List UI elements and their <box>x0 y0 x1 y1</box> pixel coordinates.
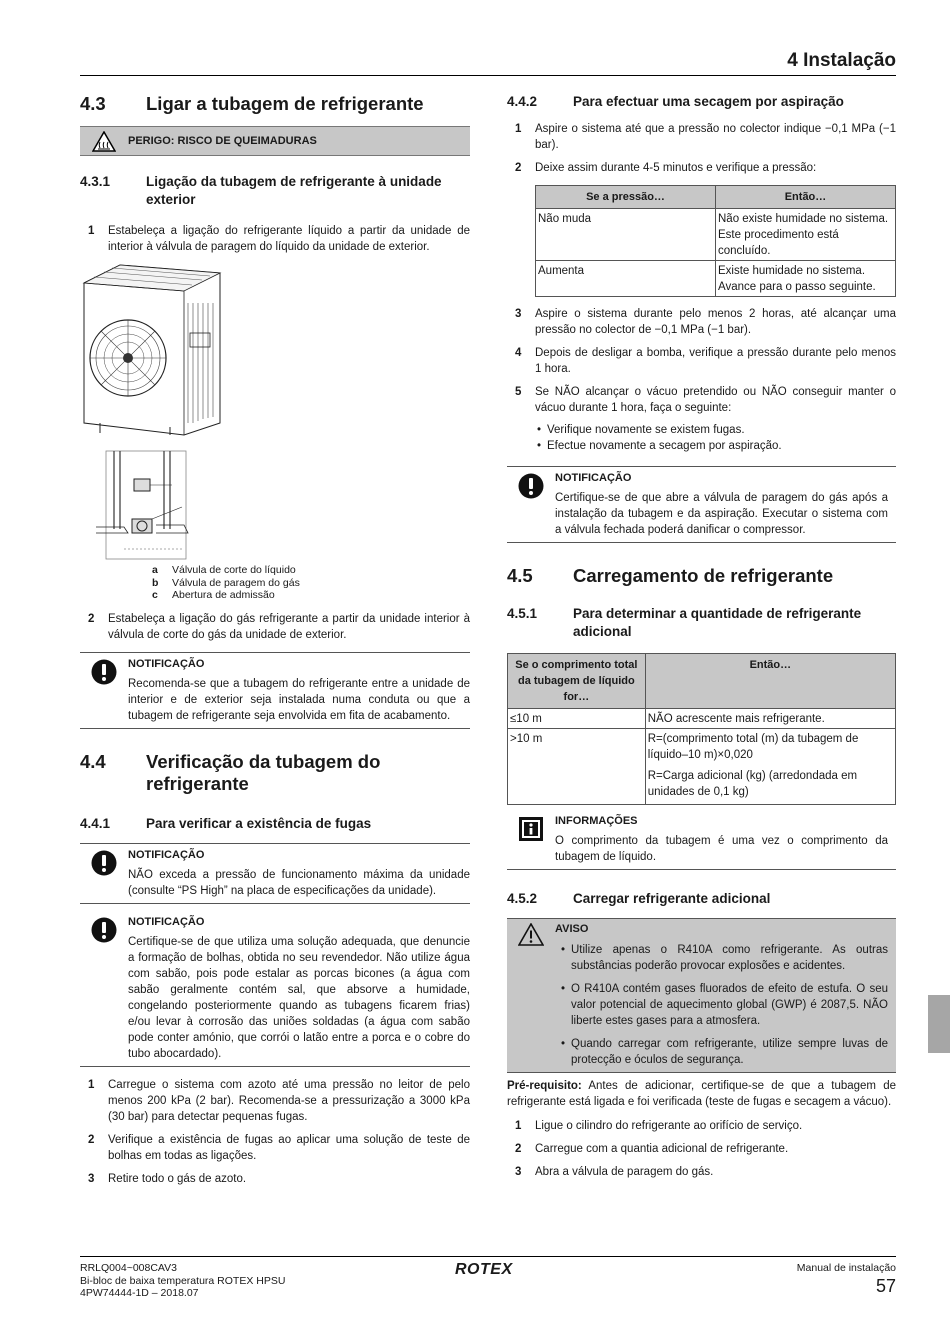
legend-item: a Válvula de corte do líquido <box>152 564 296 576</box>
list-item: • O R410A contém gases fluorados de efeito de estufa. O seu valor potencial de aquecimento global (GWP) é 2087,5. NÃO liberte estes gases para a atmosfera. <box>560 983 888 1027</box>
footer-rule <box>80 1256 896 1257</box>
danger-banner <box>80 126 470 156</box>
table-cell: Não existe humidade no sistema. Este procedimento está concluído. <box>716 209 896 261</box>
section-heading-4-4-2: 4.4.2 Para efectuar uma secagem por aspiração <box>507 94 844 109</box>
rotex-logo: ROTEX <box>455 1261 513 1278</box>
table-row <box>536 261 896 297</box>
danger-label: PERIGO: RISCO DE QUEIMADURAS <box>128 135 317 147</box>
pressure-table <box>535 185 896 297</box>
list-item: • Utilize apenas o R410A como refrigerante. As outras substâncias poderão provocar explosões e acidentes. <box>560 944 888 972</box>
section-heading-4-5-2: 4.5.2 Carregar refrigerante adicional <box>507 891 771 906</box>
table-cell: Aumenta <box>536 261 716 297</box>
page-number: 57 <box>875 1276 896 1296</box>
section-heading-4-3: 4.3 Ligar a tubagem de refrigerante <box>80 93 424 114</box>
chapter-tab-marker <box>928 995 950 1053</box>
notice-box: NOTIFICAÇÃO NÃO exceda a pressão de funcionamento máxima da unidade (consulte “PS High” na placa de especificações da unidade). <box>80 843 470 904</box>
bullet-list <box>531 422 896 454</box>
table-header: Se a pressão… <box>536 186 716 209</box>
warning-triangle-icon <box>507 919 555 1068</box>
table-header: Então… <box>645 654 895 709</box>
step-item: 2 Verifique a existência de fugas ao aplicar uma solução de teste de bolhas em todas as ligações. <box>88 1133 470 1162</box>
table-cell: >10 m <box>508 729 646 805</box>
table-row <box>536 209 896 261</box>
notice-box: NOTIFICAÇÃO Certifique-se de que utiliza uma solução adequada, que denuncie a formação de bolhas, obtida no seu revendedor. Não utilize água com sabão, pois pode estalar as porcas bicones (a água com sabão geralmente contém sal, que absorve a humidade, congelando posteriormente quando as tubagens ficarem frias) e/ou levar à corrosão das uniões soldadas (a água com sabão pode conter amónio, que corrói o latão entre a porca e o cobre do tubo abocardado). <box>80 913 470 1067</box>
step-item: 2 Deixe assim durante 4-5 minutos e verifique a pressão: <box>515 162 817 174</box>
section-heading-4-4: 4.4 Verificação da tubagem do refrigerante <box>80 750 381 794</box>
header-rule <box>80 75 896 76</box>
section-heading-4-5-1: 4.5.1 Para determinar a quantidade de refrigerante adicional <box>507 606 862 639</box>
table-cell: Não muda <box>536 209 716 261</box>
footer-document-info: RRLQ004~008CAV3 Bi-bloc de baixa temperatura ROTEX HPSU 4PW74444-1D – 2018.07 <box>80 1262 286 1299</box>
exclamation-icon <box>507 471 555 538</box>
chapter-title: 4 Instalação <box>787 50 896 71</box>
table-row <box>508 709 896 729</box>
step-item: 2 Estabeleça a ligação do gás refrigerante a partir da unidade interior à válvula de corte do gás da unidade de exterior. <box>88 612 470 641</box>
footer-manual-label: Manual de instalação <box>796 1262 896 1274</box>
table-header: Então… <box>716 186 896 209</box>
info-icon <box>507 814 555 865</box>
step-item: 1 Carregue o sistema com azoto até uma pressão no leitor de pelo menos 200 kPa (2 bar). Recomenda-se a pressurização a 3000 kPa (30 bar) para detectar pequenas fugas. <box>88 1078 470 1123</box>
legend-item: b Válvula de paragem do gás <box>152 576 300 589</box>
legend-item: c Abertura de admissão <box>152 589 275 601</box>
step-item: 1 Ligue o cilindro do refrigerante ao orifício de serviço. <box>515 1120 803 1132</box>
step-item: 3 Retire todo o gás de azoto. <box>88 1172 247 1185</box>
step-item: 3 Aspire o sistema durante pelo menos 2 horas, até alcançar uma pressão no colector de −0,1 MPa (−1 bar). <box>515 308 896 336</box>
list-item: • Efectue novamente a secagem por aspiração. <box>536 440 782 452</box>
notice-box: NOTIFICAÇÃO Certifique-se de que abre a válvula de paragem do gás após a instalação da tubagem e da aspiração. Executar o sistema com a válvula fechada poderá danificar o compressor. <box>507 466 896 543</box>
step-item: 5 Se NÃO alcançar o vácuo pretendido ou NÃO conseguir manter o vácuo durante 1 hora, faça o seguinte: <box>515 386 896 414</box>
step-item: 1 Estabeleça a ligação do refrigerante líquido a partir da unidade de interior à válvula de paragem do líquido da unidade de exterior. <box>88 225 470 253</box>
info-box: INFORMAÇÕES O comprimento da tubagem é uma vez o comprimento da tubagem de líquido. <box>507 814 896 870</box>
section-heading-4-3-1: 4.3.1 Ligação da tubagem de refrigerante à unidade exterior <box>80 174 442 207</box>
section-heading-4-5: 4.5 Carregamento de refrigerante <box>507 565 834 586</box>
table-cell: NÃO acrescente mais refrigerante. <box>645 709 895 729</box>
left-column <box>80 90 470 1187</box>
step-item: 3 Abra a válvula de paragem do gás. <box>515 1166 714 1178</box>
refrigerant-quantity-table <box>507 653 896 805</box>
step-item: 4 Depois de desligar a bomba, verifique a pressão durante pelo menos 1 hora. <box>515 347 896 375</box>
table-header: Se o comprimento total da tubagem de líquido for… <box>508 654 646 709</box>
figure-legend <box>152 564 470 602</box>
right-column <box>507 90 896 1180</box>
hot-surface-warning-icon <box>80 131 128 152</box>
outdoor-unit-illustration <box>80 263 470 443</box>
table-cell: Existe humidade no sistema. Avance para o passo seguinte. <box>716 261 896 297</box>
prerequisite-paragraph: Pré-requisito: Antes de adicionar, certifique-se de que a tubagem de refrigerante está ligada e foi verificada (teste de fugas e secagem a vácuo). <box>507 1080 897 1108</box>
table-header-row <box>536 186 896 209</box>
list-item: • Quando carregar com refrigerante, utilize sempre luvas de protecção e óculos de segurança. <box>560 1038 888 1066</box>
list-item: • Verifique novamente se existem fugas. <box>536 424 745 436</box>
notice-box: NOTIFICAÇÃO Recomenda-se que a tubagem do refrigerante entre a unidade de interior e de exterior seja instalada numa conduta ou que a tubagem de refrigerante seja envolvida em fita de acabamento. <box>80 652 470 729</box>
section-heading-4-4-1: 4.4.1 Para verificar a existência de fugas <box>80 815 372 831</box>
step-item: 1 Aspire o sistema até que a pressão no colector indique −0,1 MPa (−1 bar). <box>515 123 896 151</box>
table-header-row <box>508 654 896 709</box>
valve-detail-illustration <box>94 449 214 562</box>
exclamation-icon <box>80 915 128 1062</box>
step-item: 2 Carregue com a quantia adicional de refrigerante. <box>515 1143 789 1155</box>
table-cell: ≤10 m <box>508 709 646 729</box>
exclamation-icon <box>80 657 128 724</box>
exclamation-icon <box>80 848 128 899</box>
table-row <box>508 729 896 805</box>
table-cell: R=(comprimento total (m) da tubagem de líquido–10 m)×0,020 R=Carga adicional (kg) (arredondada em unidades de 0,1 kg) <box>645 729 895 805</box>
warning-box: AVISO • Utilize apenas o R410A como refrigerante. As outras substâncias poderão provocar explosões e acidentes. • O R410A contém gases fluorados de efeito de estufa. O seu valor potencial de aquecimento global (GWP) é 2087,5. NÃO liberte estes gases para a atmosfera. • Quando carregar com refrigerante, utilize sempre luvas de protecção e óculos de segurança. <box>507 918 896 1073</box>
